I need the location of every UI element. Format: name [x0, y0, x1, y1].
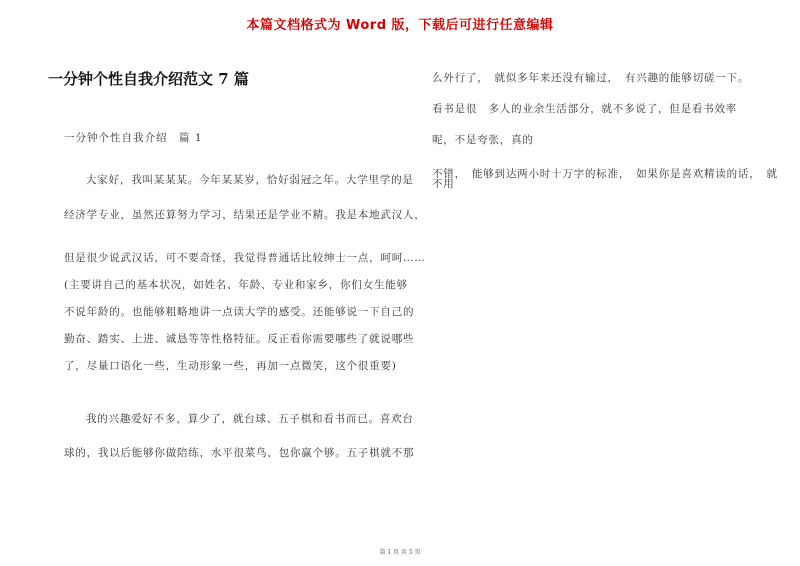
paragraph-line: 不错， 能够到达两小时十万字的标准， 如果你是喜欢精读的话， 就	[432, 168, 778, 180]
paragraph-line: 我的兴趣爱好不多，算少了，就台球、五子棋和看书而已。喜欢台	[86, 413, 414, 425]
paragraph-line: 球的，我以后能够你做陪练，水平很菜鸟，包你赢个够。五子棋就不那	[64, 447, 415, 459]
paragraph-line: 不说年龄的。也能够粗略地讲一点读大学的感受。还能够说一下自己的	[64, 306, 415, 318]
paragraph-line: 不用	[432, 178, 455, 190]
paragraph-line: 但是很少说武汉话，可不要奇怪，我觉得普通话比较绅士一点，呵呵……	[64, 252, 426, 264]
page-footer: 第 1 页 共 5 页	[379, 549, 421, 556]
paragraph-line: 呢，不是夸张，真的	[432, 134, 534, 146]
download-banner: 本篇文档格式为 Word 版，下载后可进行任意编辑	[246, 18, 554, 33]
paragraph-line: 么外行了， 就似多年来还没有输过， 有兴趣的能够切磋一下。	[432, 72, 750, 84]
paragraph-line: 勤奋、踏实、上进、诚恳等等性格特征。反正看你需要哪些了就说哪些	[64, 333, 415, 345]
document-title: 一分钟个性自我介绍范文 7 篇	[48, 70, 249, 88]
paragraph-line: (主要讲自己的基本状况，如姓名、年龄、专业和家乡，你们女生能够	[64, 279, 408, 291]
paragraph-line: 看书是很 多人的业余生活部分，就不多说了，但是看书效率	[432, 103, 738, 115]
section-heading: 一分钟个性自我介绍 篇 1	[64, 132, 203, 144]
paragraph-line: 大家好，我叫某某某。今年某某岁，恰好弱冠之年。大学里学的是	[86, 174, 414, 186]
paragraph-line: 了，尽量口语化一些，生动形象一些，再加一点微笑，这个很重要)	[64, 360, 397, 372]
paragraph-line: 经济学专业，虽然还算努力学习，结果还是学业不精。我是本地武汉人，	[64, 209, 426, 221]
